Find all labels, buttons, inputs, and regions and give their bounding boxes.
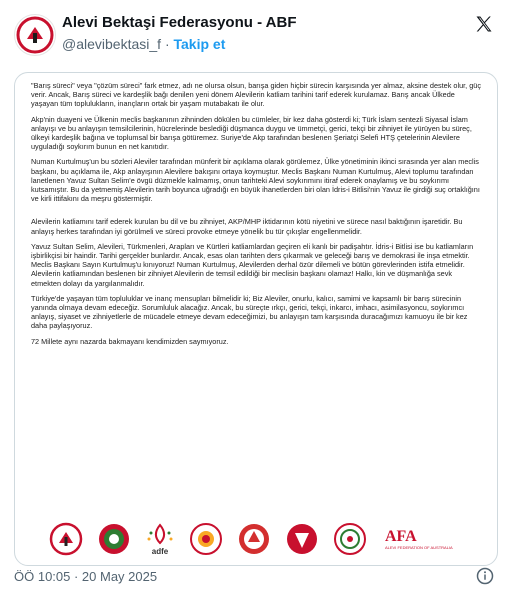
afa-logo [385,529,453,550]
paragraph: 72 Millete aynı nazarda bakmayanı kendimizden saymıyoruz. [31,336,229,346]
emblem-logo-icon [237,522,271,556]
tweet-image[interactable] [14,72,498,566]
paragraph: "Barış süreci" veya "çözüm süreci" fark etmez, adı ne olursa olsun, barışa giden hiçbir sürecin karşısında yer almaz, aksine destek olur, güç verir. Ancak, Barış süreci ve kardeşlik bağı denilen yeni dönem Alevilerin katliam tarihini tarif ederek kurulamaz. Barış ancak Ülkede yaşayan tüm toplulukların, inançların ortak bir yaşam mutabakatı ile olur. [31,81,481,109]
tweet-timestamp[interactable]: ÖÖ 10:05 · 20 May 2025 [14,569,158,584]
afa-subtitle: ALEVI FEDERATION OF AUSTRALIA [385,544,453,550]
tulip-icon [145,523,175,547]
federation-logo-icon [49,522,83,556]
sun-logo-icon [189,522,223,556]
display-name[interactable]: Alevi Bektaşi Federasyonu - ABF [62,14,297,31]
federation-logo-icon [15,15,55,55]
adfe-logo [145,523,175,556]
x-logo-icon[interactable] [474,14,494,34]
paragraph: Alevilerin katliamını tarif ederek kurulan bu dil ve bu zihniyet, AKP/MHP iktidarının kötü niyetini ve sürece nasıl baktığının işaretidir. Bu anlayış herkes tarafından iyi görülmeli ve süreci provoke etmeye yönelik bu tür çıkışlar engellenmelidir. [31,217,463,236]
tweet-header [0,0,510,72]
info-icon[interactable] [476,567,494,585]
separator: · [164,36,170,52]
paragraph: Yavuz Sultan Selim, Alevileri, Türkmenleri, Arapları ve Kürtleri katliamlardan geçiren eli kanlı bir padişahtır. İdris-i Bitlisi ise bu katliamların işbirlikçisi bir haindir. Tarihi gerçekler bunlardır. Ancak, esas olan tarihten ders çıkarmak ve geleceği barış ve demokrasi ile inşa etmektir. Meclis Başkanı Sayın Kurtulmuş'u kınıyoruz! Numan Kurtulmuş, Alevilerden derhal özür dilemeli ve bütün görevlerinden istifa etmelidir. Alevilerin katliamından beslenen bir zihniyet Alevilerin de temsil edildiği bir meclisin başkanı olamaz! Halkı, kin ve düşmanlığa sevk etmekten dolayı da yargılanmalıdır. [31,241,474,288]
paragraph: Türkiye'de yaşayan tüm topluluklar ve inanç mensupları bilmelidir ki; Biz Aleviler, onurlu, kalıcı, samimi ve kapsamlı bir barış sürecinin yanında olmaya devam edeceğiz. Sorumluluk alacağız. Ancak, bu süreçte ırkçı, gerici, tekçi, inkarcı, imhacı, asimilasyoncu, soykırımcı anlayış, siyaset ve zihniyetlerle de mücadele etmeye devam edeceğimizi, bu anlayışın tam karşısında duracağımızı kamuoyu ile bir kez daha paylaşıyoruz. [31,293,468,331]
afa-label: AFA [385,527,417,545]
follow-button[interactable]: Takip et [173,36,226,52]
statement-text [31,81,481,473]
circle-logo-icon [333,522,367,556]
sword-logo-icon [285,522,319,556]
gear-logo-icon [97,522,131,556]
logo-row [49,519,479,559]
handle[interactable]: @alevibektasi_f [62,36,162,52]
paragraph: Numan Kurtulmuş'un bu sözleri Aleviler tarafından münferit bir açıklama olarak görülemez, Ülke yönetiminin ikinci sırasında yer alan meclis başkanı, bu açıklama ile, Akp anlayışının Alevilere bakışını ortaya koymuştur. Meclis Başkanı Numan Kurtulmuş, Alevi toplumu tarafından lanetlenen Yavuz Sultan Selim'e övgü düzmekle kalmamış, onun tarihteki Alevi soykırımını itiraf ederek onaylamış ve bu soykırımı kutsamıştır. Bu da yetmemiş Alevilerin tarih boyunca uğradığı en büyük ihanetlerden biri olan İdris-i Bitlisi'nin Yavuz ile girdiği suç ortaklığını ve kirli ittifakını da meşru göstermiştir. [31,157,480,204]
avatar[interactable] [14,14,56,56]
paragraph: Akp'nin duayeni ve Ülkenin meclis başkanının zihninden dökülen bu cümleler, bir kez daha gösterdi ki; Türk İslam sentezli Siyasal İslam anlayışı ve bu anlayışın temsilcilerinin, hücrelerinde beslediği düşmanca duygu ve ümmetçi, gerici, tekçi bir zihniyet ile yürüyen bu süreç, ülkeyi kardeşlik bağına ve toplumsal bir barışa götüremez. Suriye'de Akp tarafından beslenen Şeriatçi Selefi HTŞ çetelerinin Alevilere uyguladığı soykırım bunun en net kanıtıdır. [31,114,472,152]
handle-row [62,36,225,52]
adfe-label: adfe [151,546,169,556]
